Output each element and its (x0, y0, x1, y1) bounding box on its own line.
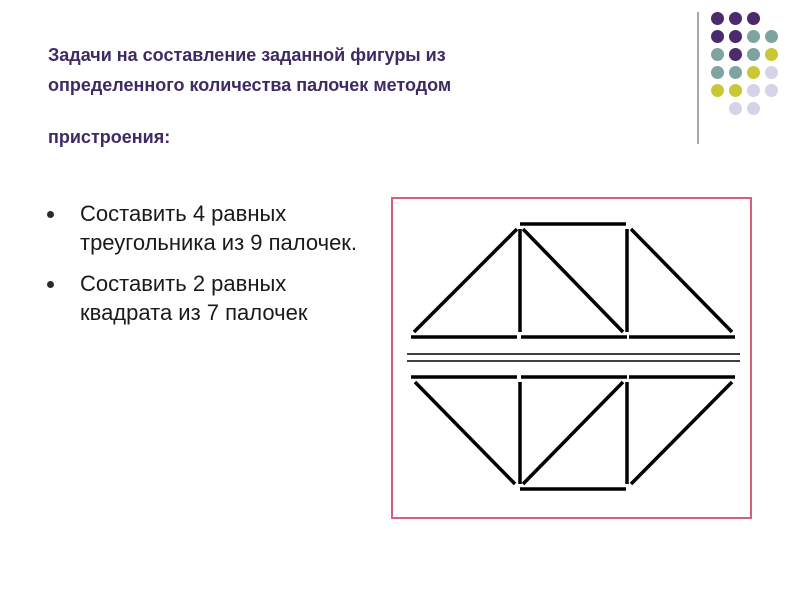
decorative-dot (747, 48, 760, 61)
decorative-dot (765, 30, 778, 43)
bullet-dot-icon (47, 211, 54, 218)
matchstick-figure (391, 197, 752, 519)
decorative-dot (747, 102, 760, 115)
slide-title (48, 40, 668, 152)
bullet-dot-icon (47, 281, 54, 288)
decorative-dot (729, 84, 742, 97)
decorative-dot (729, 12, 742, 25)
decorative-dot (711, 12, 724, 25)
decorative-dot (711, 66, 724, 79)
title-line-2: определенного количества палочек методом (48, 75, 452, 95)
decorative-dot (747, 12, 760, 25)
decorative-dot (711, 30, 724, 43)
matchstick (631, 229, 732, 332)
decorative-dot (765, 84, 778, 97)
decorative-dot (729, 66, 742, 79)
matchstick (631, 382, 732, 484)
decorative-dot (729, 102, 742, 115)
bullet-text-squares: Составить 2 равных квадрата из 7 палочек (80, 271, 308, 325)
decorative-dot (747, 84, 760, 97)
decorative-dot (765, 66, 778, 79)
matchstick (415, 382, 515, 484)
bullet-item-triangles (44, 199, 384, 257)
decorative-dot (747, 30, 760, 43)
decorative-dot (765, 48, 778, 61)
matchstick (523, 382, 623, 484)
matchstick-diagram (393, 199, 750, 517)
bullet-text-triangles: Составить 4 равных треугольника из 9 палочек. (80, 201, 358, 255)
matchstick (414, 229, 517, 332)
bullet-list (44, 199, 384, 339)
decorative-dot (729, 48, 742, 61)
bullet-item-squares (44, 269, 384, 327)
matchstick (523, 229, 623, 332)
decorative-dot (711, 84, 724, 97)
title-line-3: пристроения: (48, 127, 171, 147)
decorative-dot (711, 48, 724, 61)
decorative-dot (729, 30, 742, 43)
decorative-dot (747, 66, 760, 79)
title-line-1: Задачи на составление заданной фигуры из (48, 45, 446, 65)
decorative-divider (697, 12, 699, 144)
